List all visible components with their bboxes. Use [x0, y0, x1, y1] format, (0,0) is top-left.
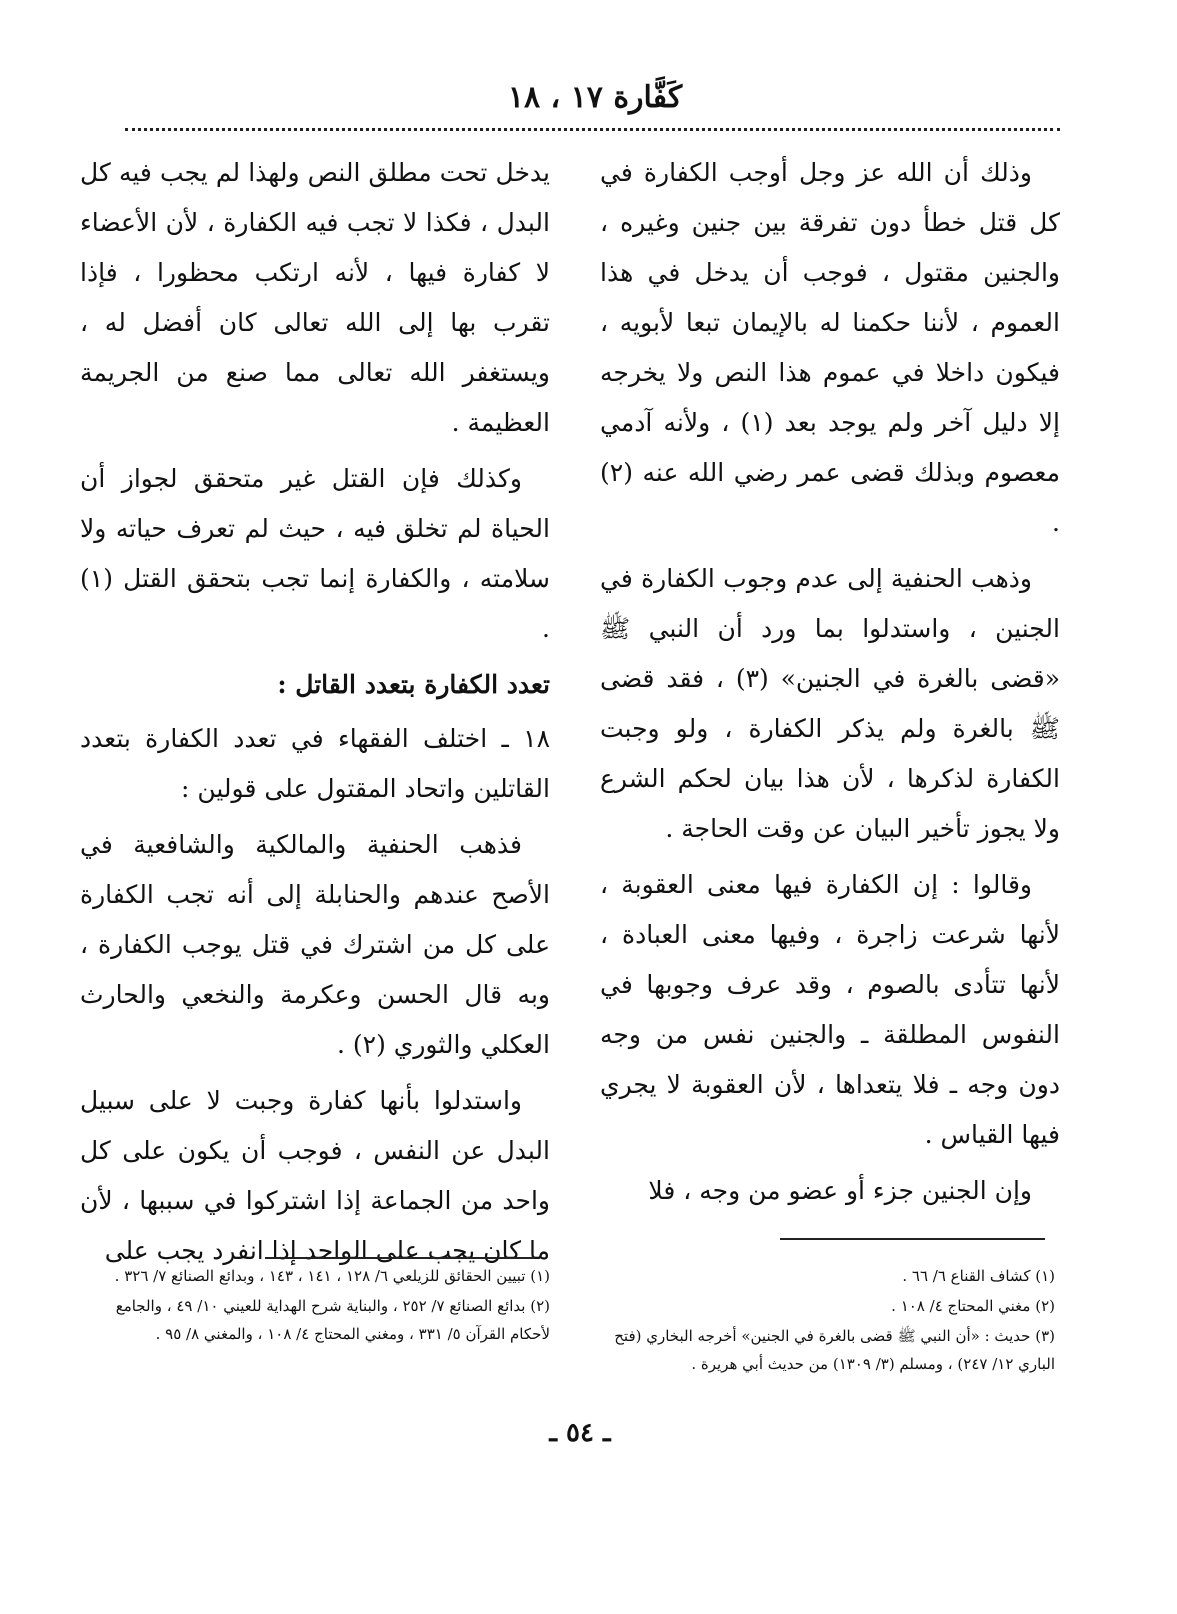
footnote-divider: [265, 1257, 535, 1259]
paragraph: واستدلوا بأنها كفارة وجبت لا على سبيل البدل عن النفس ، فوجب أن يكون على كل واحد من الجماعة إذا اشتركوا في سببها ، لأن ما كان يجب على الواحد إذا انفرد يجب على: [80, 1086, 550, 1265]
paragraph: وقالوا : إن الكفارة فيها معنى العقوبة ، لأنها شرعت زاجرة ، وفيها معنى العبادة ، لأنها تتأدى بالصوم ، وقد عرف وجوبها في النفوس المطلقة ـ والجنين نفس من وجه دون وجه ـ فلا يتعداها ، لأن العقوبة لا يجري فيها القياس .: [600, 870, 1060, 1149]
footnotes-left: [80, 1262, 550, 1350]
page-title: كَفَّارة ١٧ ، ١٨: [507, 80, 683, 115]
left-text-column: [80, 148, 550, 1282]
paragraph: فذهب الحنفية والمالكية والشافعية في الأصح عندهم والحنابلة إلى أنه تجب الكفارة على كل من اشترك في قتل يوجب الكفارة ، وبه قال الحسن وعكرمة والنخعي والحارث العكلي والثوري (٢) .: [80, 830, 550, 1059]
header-divider: [125, 128, 1060, 131]
footnote: (٣) حديث : «أن النبي ﷺ قضى بالغرة في الجنين» أخرجه البخاري (فتح الباري ١٢/ ٢٤٧) ، ومسلم (٣/ ١٣٠٩) من حديث أبي هريرة .: [614, 1327, 1055, 1373]
footnote: (١) تبيين الحقائق للزيلعي ٦/ ١٢٨ ، ١٤١ ، ١٤٣ ، وبدائع الصنائع ٧/ ٣٢٦ .: [114, 1267, 550, 1285]
page-number: ـ ٥٤ ـ: [549, 1418, 611, 1448]
paragraph: وإن الجنين جزء أو عضو من وجه ، فلا: [648, 1176, 1032, 1205]
footnote: (١) كشاف القناع ٦/ ٦٦ .: [902, 1267, 1055, 1285]
footnote-divider: [780, 1238, 1045, 1240]
footnote: (٢) مغني المحتاج ٤/ ١٠٨ .: [891, 1297, 1055, 1315]
right-text-column: [600, 148, 1060, 1222]
paragraph: وكذلك فإن القتل غير متحقق لجواز أن الحياة لم تخلق فيه ، حيث لم تعرف حياته ولا سلامته ، والكفارة إنما تجب بتحقق القتل (١) .: [80, 464, 550, 643]
paragraph: وذلك أن الله عز وجل أوجب الكفارة في كل قتل خطأ دون تفرقة بين جنين وغيره ، والجنين مقتول ، فوجب أن يدخل في هذا العموم ، لأننا حكمنا له بالإيمان تبعا لأبويه ، فيكون داخلا في عموم هذا النص ولا يخرجه إلا دليل آخر ولم يوجد بعد (١) ، ولأنه آدمي معصوم وبذلك قضى عمر رضي الله عنه (٢) .: [600, 158, 1060, 537]
footnote: (٢) بدائع الصنائع ٧/ ٢٥٢ ، والبناية شرح الهداية للعيني ١٠/ ٤٩ ، والجامع لأحكام القرآن ٥/ ٣٣١ ، ومغني المحتاج ٤/ ١٠٨ ، والمغني ٨/ ٩٥ .: [115, 1297, 550, 1343]
paragraph: يدخل تحت مطلق النص ولهذا لم يجب فيه كل البدل ، فكذا لا تجب فيه الكفارة ، لأن الأعضاء لا كفارة فيها ، لأنه ارتكب محظورا ، فإذا تقرب بها إلى الله تعالى كان أفضل له ، ويستغفر الله تعالى مما صنع من الجريمة العظيمة .: [80, 158, 550, 437]
section-heading: تعدد الكفارة بتعدد القاتل :: [277, 670, 550, 699]
paragraph: وذهب الحنفية إلى عدم وجوب الكفارة في الجنين ، واستدلوا بما ورد أن النبي ﷺ «قضى بالغرة في الجنين» (٣) ، فقد قضى ﷺ بالغرة ولم يذكر الكفارة ، ولو وجبت الكفارة لذكرها ، لأن هذا بيان لحكم الشرع ولا يجوز تأخير البيان عن وقت الحاجة .: [600, 564, 1060, 843]
paragraph: ١٨ ـ اختلف الفقهاء في تعدد الكفارة بتعدد القاتلين واتحاد المقتول على قولين :: [80, 724, 550, 803]
footnotes-right: [600, 1262, 1055, 1380]
